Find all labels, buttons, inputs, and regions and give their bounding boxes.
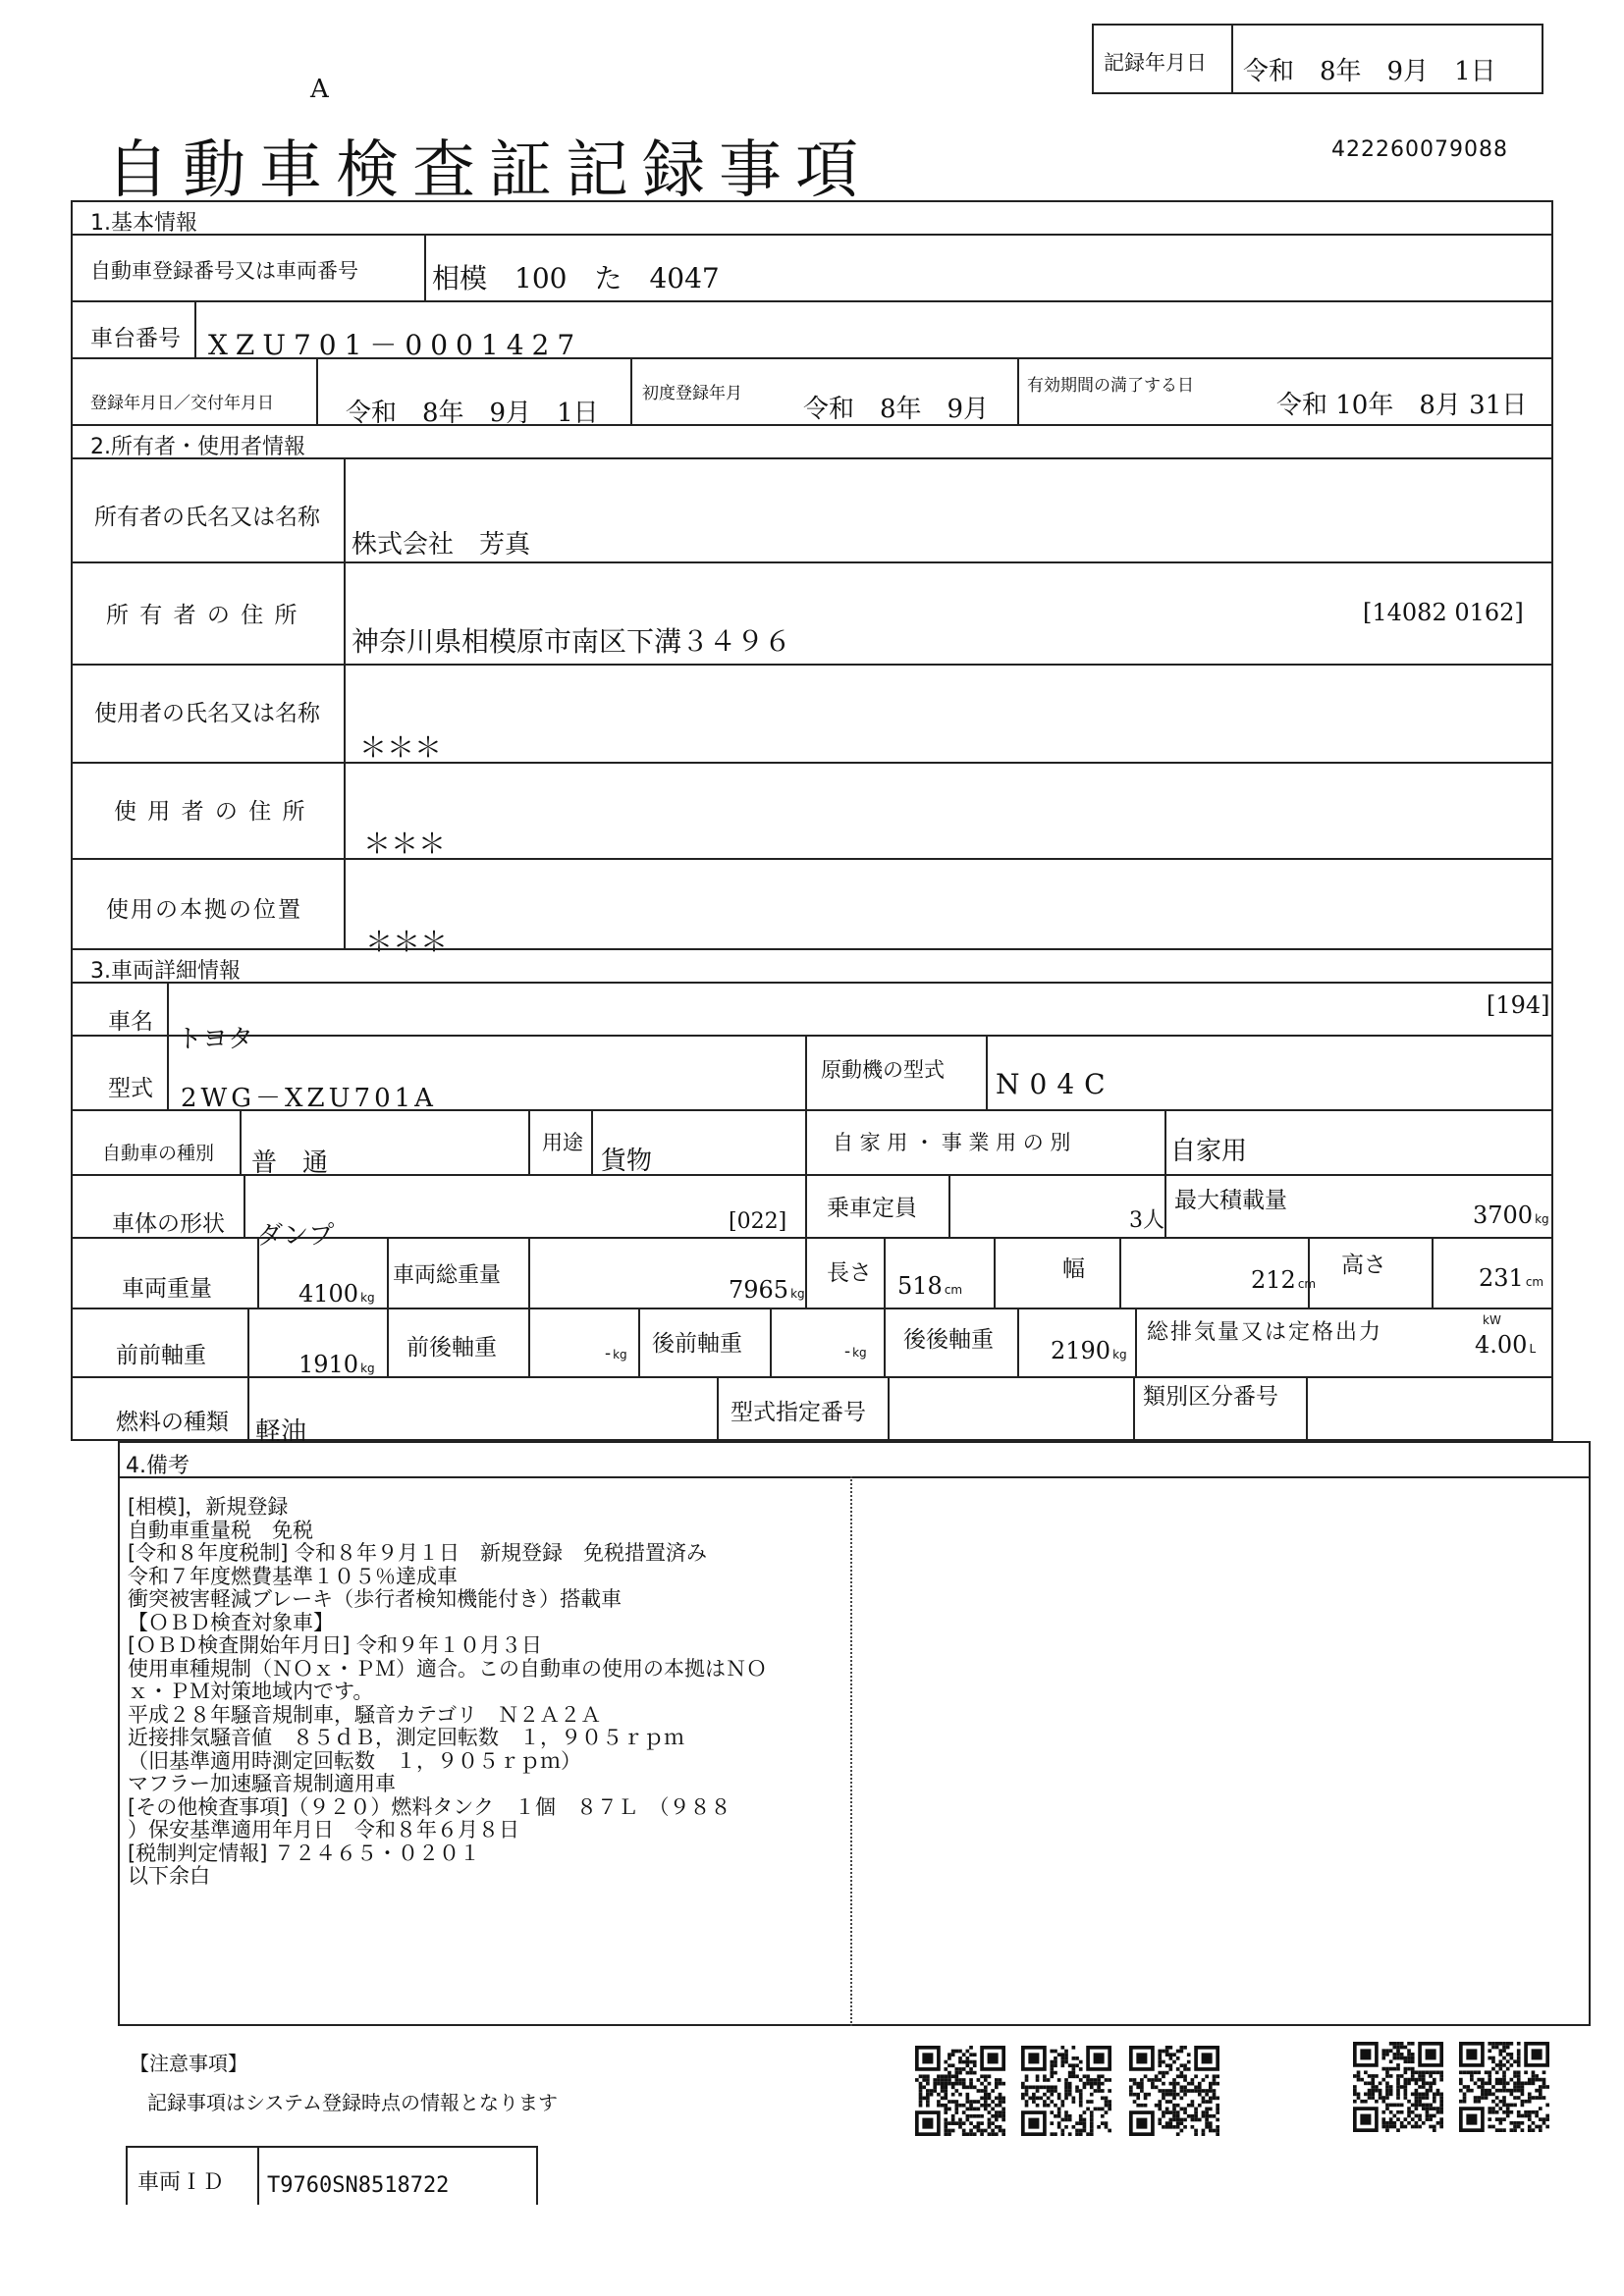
owner-name-value: 株式会社 芳真 bbox=[352, 530, 531, 560]
remarks-line: 自動車重量税 免税 bbox=[128, 1518, 313, 1542]
document-title: 自動車検査証記録事項 bbox=[106, 134, 872, 207]
remarks-line: [令和８年度税制] 令和８年９月１日 新規登録 免税措置済み bbox=[128, 1541, 708, 1565]
rf-axle-unit: kg bbox=[852, 1346, 867, 1360]
expiry-value: 令和 10年 8月 31日 bbox=[1276, 391, 1528, 420]
section-vehicle-heading: 3.車両詳細情報 bbox=[90, 959, 241, 984]
max-load-unit: kg bbox=[1535, 1212, 1549, 1226]
vehicle-type-label: 自動車の種別 bbox=[102, 1143, 215, 1164]
remarks-line: 衝突被害軽減ブレーキ（歩行者検知機能付き）搭載車 bbox=[128, 1587, 623, 1611]
ff-axle-unit: kg bbox=[360, 1362, 375, 1375]
qr-code-5 bbox=[1459, 2042, 1549, 2132]
fr-axle-label: 前後軸重 bbox=[406, 1335, 497, 1361]
max-load-value: 3700 bbox=[1473, 1201, 1534, 1229]
fuel-type-label: 燃料の種類 bbox=[116, 1410, 229, 1435]
notice-heading: 【注意事項】 bbox=[130, 2052, 247, 2075]
owner-address-code: [14082 0162] bbox=[1363, 599, 1524, 626]
section-owner-heading: 2.所有者・使用者情報 bbox=[90, 435, 305, 459]
length-unit: cm bbox=[944, 1283, 963, 1297]
vehicle-type-value: 普 通 bbox=[251, 1148, 329, 1178]
max-load-label: 最大積載量 bbox=[1174, 1188, 1287, 1213]
first-reg-label: 初度登録年月 bbox=[642, 384, 742, 403]
remarks-line: 使用車種規制（ＮＯｘ・ＰＭ）適合。この自動車の使用の本拠はＮＯ bbox=[128, 1656, 767, 1681]
body-shape-value: ダンプ bbox=[257, 1221, 335, 1251]
base-location-value: ＊＊＊ bbox=[365, 926, 449, 958]
spec-number-label: 型式指定番号 bbox=[731, 1400, 866, 1425]
qr-code-3 bbox=[1129, 2046, 1219, 2136]
qr-code-1 bbox=[915, 2046, 1005, 2136]
user-address-label: 使 用 者 の 住 所 bbox=[114, 799, 307, 825]
model-value: 2WG－XZU701A bbox=[181, 1084, 437, 1113]
owner-address-label: 所 有 者 の 住 所 bbox=[106, 603, 299, 628]
body-shape-code: [022] bbox=[729, 1209, 787, 1234]
reg-number-label: 自動車登録番号又は車両番号 bbox=[90, 259, 358, 283]
fr-axle-value: - bbox=[605, 1343, 612, 1363]
vehicle-weight-label: 車両重量 bbox=[122, 1276, 212, 1302]
remarks-line: ｘ・ＰＭ対策地域内です。 bbox=[128, 1680, 374, 1703]
engine-model-label: 原動機の型式 bbox=[821, 1058, 945, 1082]
vehicle-id-value: T9760SN8518722 bbox=[267, 2173, 450, 2198]
reg-date-value: 令和 8年 9月 1日 bbox=[346, 399, 599, 428]
remarks-line: [ＯＢＤ検査開始年月日] 令和９年１０月３日 bbox=[128, 1633, 543, 1657]
gross-weight-unit: kg bbox=[790, 1287, 805, 1301]
gross-weight-label: 車両総重量 bbox=[393, 1263, 502, 1288]
record-date-label: 記録年月日 bbox=[1104, 51, 1207, 75]
section-basic-heading: 1.基本情報 bbox=[90, 211, 197, 236]
letter-a: A bbox=[310, 75, 329, 104]
owner-address-value: 神奈川県相模原市南区下溝３４９６ bbox=[352, 625, 792, 658]
remarks-line: 令和７年度燃費基準１０５％達成車 bbox=[128, 1564, 458, 1588]
chassis-number-label: 車台番号 bbox=[90, 326, 181, 351]
rr-axle-value: 2190 bbox=[1051, 1337, 1111, 1364]
displacement-value: 4.00 bbox=[1475, 1331, 1528, 1359]
qr-code-4 bbox=[1353, 2042, 1443, 2132]
ff-axle-label: 前前軸重 bbox=[116, 1343, 206, 1368]
user-name-label: 使用者の氏名又は名称 bbox=[94, 701, 320, 726]
rr-axle-label: 後後軸重 bbox=[903, 1327, 994, 1353]
car-name-label: 車名 bbox=[108, 1009, 153, 1035]
rf-axle-value: - bbox=[844, 1341, 851, 1362]
fr-axle-unit: kg bbox=[613, 1348, 627, 1362]
private-business-value: 自家用 bbox=[1170, 1137, 1248, 1166]
vehicle-weight-value: 4100 bbox=[298, 1280, 359, 1308]
length-value: 518 bbox=[897, 1272, 943, 1300]
remarks-line: ）保安基準適用年月日 令和８年６月８日 bbox=[128, 1818, 519, 1842]
height-label: 高さ bbox=[1341, 1253, 1386, 1278]
remarks-line: [税制判定情報] ７２４６５・０２０１ bbox=[128, 1841, 481, 1865]
car-name-value: トヨタ bbox=[177, 1025, 254, 1054]
expiry-label: 有効期間の満了する日 bbox=[1027, 376, 1194, 396]
vehicle-weight-unit: kg bbox=[360, 1291, 375, 1305]
model-label: 型式 bbox=[108, 1076, 153, 1101]
car-name-code: [194] bbox=[1487, 991, 1550, 1019]
first-reg-value: 令和 8年 9月 bbox=[803, 395, 990, 424]
displacement-unit-l: L bbox=[1529, 1342, 1537, 1356]
capacity-value: 3人 bbox=[1129, 1208, 1164, 1233]
user-name-value: ＊＊＊ bbox=[359, 731, 443, 764]
remarks-line: 平成２８年騒音規制車，騒音カテゴリ Ｎ２Ａ２Ａ bbox=[128, 1702, 602, 1727]
owner-name-label: 所有者の氏名又は名称 bbox=[94, 505, 320, 530]
height-value: 231 bbox=[1479, 1264, 1524, 1292]
rf-axle-label: 後前軸重 bbox=[652, 1331, 742, 1357]
width-value: 212 bbox=[1251, 1266, 1296, 1294]
remarks-line: [その他検査事項]（９２０）燃料タンク １個 ８７Ｌ （９８８ bbox=[128, 1794, 731, 1819]
usage-label: 用途 bbox=[542, 1131, 583, 1154]
remarks-line: [相模]，新規登録 bbox=[128, 1495, 289, 1519]
chassis-number-value: XZU701－0001427 bbox=[208, 329, 583, 361]
body-shape-label: 車体の形状 bbox=[112, 1211, 225, 1237]
reg-date-label: 登録年月日／交付年月日 bbox=[90, 394, 274, 413]
class-number-label: 類別区分番号 bbox=[1143, 1384, 1278, 1410]
width-unit: cm bbox=[1297, 1277, 1317, 1291]
ff-axle-value: 1910 bbox=[298, 1351, 359, 1378]
reg-number-value: 相模 100 た 4047 bbox=[432, 262, 720, 294]
document-number: 422260079088 bbox=[1331, 137, 1508, 162]
rr-axle-unit: kg bbox=[1112, 1348, 1127, 1362]
remarks-line: 近接排気騒音値 ８５ｄＢ，測定回転数 １，９０５ｒｐｍ bbox=[128, 1726, 684, 1749]
remarks-line: 【ＯＢＤ検査対象車】 bbox=[128, 1610, 334, 1634]
user-address-value: ＊＊＊ bbox=[363, 828, 447, 860]
fuel-type-value: 軽油 bbox=[255, 1417, 307, 1447]
base-location-label: 使用の本拠の位置 bbox=[106, 897, 302, 923]
qr-code-2 bbox=[1021, 2046, 1111, 2136]
private-business-label: 自 家 用 ・ 事 業 用 の 別 bbox=[833, 1131, 1071, 1154]
length-label: 長さ bbox=[827, 1260, 872, 1286]
remarks-line: 以下余白 bbox=[128, 1864, 210, 1888]
displacement-unit-kw: kW bbox=[1483, 1313, 1501, 1327]
displacement-label: 総排気量又は定格出力 bbox=[1147, 1320, 1383, 1345]
remarks-line: （旧基準適用時測定回転数 １，９０５ｒｐｍ） bbox=[128, 1748, 581, 1773]
vehicle-id-label: 車両ＩＤ bbox=[137, 2170, 225, 2195]
width-label: 幅 bbox=[1062, 1256, 1085, 1282]
remarks-line: マフラー加速騒音規制適用車 bbox=[128, 1772, 396, 1795]
engine-model-value: N04C bbox=[996, 1068, 1115, 1100]
height-unit: cm bbox=[1525, 1275, 1544, 1289]
capacity-label: 乗車定員 bbox=[827, 1196, 917, 1221]
remarks-text bbox=[128, 1496, 767, 1889]
record-date-value: 令和 8年 9月 1日 bbox=[1243, 57, 1496, 86]
section-remarks-heading: 4.備考 bbox=[126, 1454, 189, 1478]
usage-value: 貨物 bbox=[601, 1147, 653, 1176]
gross-weight-value: 7965 bbox=[729, 1276, 789, 1304]
notice-text: 記録事項はシステム登録時点の情報となります bbox=[147, 2091, 558, 2114]
